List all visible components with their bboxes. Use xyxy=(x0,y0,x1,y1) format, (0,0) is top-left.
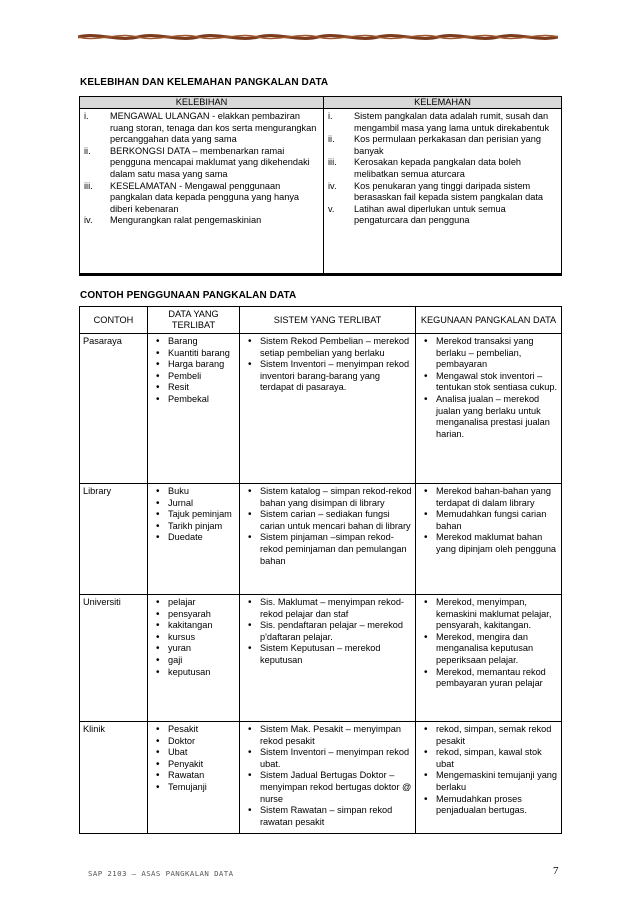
kegunaan-list xyxy=(419,336,559,440)
kelebihan-item-text: MENGAWAL ULANGAN - elakkan pembaziran ruang storan, tenaga dan kos serta mengurangkan percanggahan data yang sama xyxy=(110,111,317,145)
list-item: • Analisa jualan – merekod jualan yang berlaku untuk menganalisa prestasi jualan harian. xyxy=(419,394,559,440)
list-item: • kakitangan xyxy=(151,620,237,632)
kelebihan-item-text: Mengurangkan ralat pengemaskinian xyxy=(110,215,262,226)
list-item: • gaji xyxy=(151,655,237,667)
list-item: • Sistem carian – sediakan fungsi carian untuk mencari bahan di library xyxy=(243,509,413,532)
data-cell xyxy=(148,595,240,722)
kelemahan-item xyxy=(328,134,558,157)
contoh-cell: Klinik xyxy=(80,722,148,834)
kelebihan-item xyxy=(84,146,320,181)
list-item: • Mengawal stok inventori – tentukan stok sentiasa cukup. xyxy=(419,371,559,394)
kelebihan-item-text: BERKONGSI DATA – membenarkan ramai pengguna mencapai maklumat yang dikehendaki dalam satu masa yang sama xyxy=(110,145,310,179)
list-item: • Sistem Inventori – menyimpan rekod ubat. xyxy=(243,747,413,770)
data-cell xyxy=(148,722,240,834)
list-item: • Merekod, memantau rekod pembayaran yuran pelajar xyxy=(419,667,559,690)
kelemahan-item-text: Kerosakan kepada pangkalan data boleh melibatkan semua aturcara xyxy=(354,157,522,179)
sistem-list xyxy=(243,486,413,567)
list-item: • Penyakit xyxy=(151,759,237,771)
list-item: • Sistem Jadual Bertugas Doktor – menyimpan rekod bertugas doktor @ nurse xyxy=(243,770,413,805)
kelebihan-item-number: i. xyxy=(84,111,89,121)
kelebihan-item xyxy=(84,111,320,146)
header-kelebihan: KELEBIHAN xyxy=(80,97,324,109)
list-item: • Merekod maklumat bahan yang dipinjam oleh pengguna xyxy=(419,532,559,555)
header-kegunaan: KEGUNAAN PANGKALAN DATA xyxy=(416,307,562,334)
list-item: • Doktor xyxy=(151,736,237,748)
list-item: • Merekod, mengira dan menganalisa keputusan peperiksaan pelajar. xyxy=(419,632,559,667)
list-item: • Temujanji xyxy=(151,782,237,794)
kelemahan-item-number: iv. xyxy=(328,180,337,191)
list-item: • Sistem Inventori – menyimpan rekod inventori barang-barang yang terdapat di pasaraya. xyxy=(243,359,413,394)
list-item: • Tajuk peminjam xyxy=(151,509,237,521)
kelebihan-kelemahan-table xyxy=(79,96,562,276)
contoh-cell: Universiti xyxy=(80,595,148,722)
list-item: • Memudahkan fungsi carian bahan xyxy=(419,509,559,532)
kegunaan-list xyxy=(419,597,559,690)
kegunaan-cell xyxy=(416,595,562,722)
kelemahan-item xyxy=(328,157,558,180)
footer-course: SAP 2103 – ASAS PANGKALAN DATA xyxy=(88,869,234,878)
data-list xyxy=(151,486,237,544)
kelebihan-item-number: iii. xyxy=(84,180,93,191)
kegunaan-cell xyxy=(416,334,562,484)
list-item: • Merekod bahan-bahan yang terdapat di dalam library xyxy=(419,486,559,509)
kelemahan-item-text: Kos penukaran yang tinggi daripada sistem berasaskan fail kepada sistem pangkalan data xyxy=(354,180,543,203)
data-cell xyxy=(148,334,240,484)
list-item: • Merekod transaksi yang berlaku – pembelian, pembayaran xyxy=(419,336,559,371)
section-title-kelebihan-kelemahan: KELEBIHAN DAN KELEMAHAN PANGKALAN DATA xyxy=(80,77,329,88)
kelemahan-item-text: Sistem pangkalan data adalah rumit, susah dan mengambil masa yang lama untuk direkabentuk xyxy=(354,111,550,133)
list-item: • Kuantiti barang xyxy=(151,348,237,360)
kelemahan-item-text: Latihan awal diperlukan untuk semua pengaturcara dan pengguna xyxy=(354,203,506,226)
list-item: • Barang xyxy=(151,336,237,348)
list-item: • Sistem pinjaman –simpan rekod-rekod peminjaman dan pemulangan bahan xyxy=(243,532,413,567)
list-item: • Duedate xyxy=(151,532,237,544)
kelemahan-cell xyxy=(324,109,562,275)
list-item: • Pesakit xyxy=(151,724,237,736)
kelebihan-item xyxy=(84,215,320,227)
sistem-cell xyxy=(240,722,416,834)
header-contoh: CONTOH xyxy=(80,307,148,334)
kegunaan-cell xyxy=(416,484,562,595)
kelebihan-item-number: iv. xyxy=(84,215,93,226)
sistem-cell xyxy=(240,484,416,595)
kelebihan-item-text: KESELAMATAN - Mengawal penggunaan pangkalan data kepada pengguna yang hanya diberi kebenaran xyxy=(110,180,300,214)
kelemahan-list xyxy=(328,111,558,227)
list-item: • Memudahkan proses penjadualan bertugas. xyxy=(419,794,559,817)
list-item: • kursus xyxy=(151,632,237,644)
list-item: • Rawatan xyxy=(151,770,237,782)
list-item: • rekod, simpan, kawal stok ubat xyxy=(419,747,559,770)
header-data-terlibat: DATA YANG TERLIBAT xyxy=(148,307,240,334)
page-number: 7 xyxy=(553,865,559,877)
contoh-penggunaan-table xyxy=(79,306,562,834)
decorative-border-rule xyxy=(78,30,558,44)
list-item: • Sistem Rekod Pembelian – merekod setiap pembelian yang berlaku xyxy=(243,336,413,359)
list-item: • yuran xyxy=(151,643,237,655)
list-item: • Jurnal xyxy=(151,498,237,510)
list-item: • Sistem Rawatan – simpan rekod rawatan pesakit xyxy=(243,805,413,828)
list-item: • Pembeli xyxy=(151,371,237,383)
data-cell xyxy=(148,484,240,595)
section-title-contoh: CONTOH PENGGUNAAN PANGKALAN DATA xyxy=(80,290,297,301)
kelemahan-item-number: ii. xyxy=(328,134,335,145)
sistem-list xyxy=(243,336,413,394)
table-row xyxy=(80,484,562,595)
data-list xyxy=(151,724,237,794)
kelebihan-cell xyxy=(80,109,324,275)
list-item: • Pembekal xyxy=(151,394,237,406)
kelemahan-item-text: Kos permulaan perkakasan dan perisian yang banyak xyxy=(354,134,541,156)
data-list xyxy=(151,597,237,678)
kelebihan-item-number: ii. xyxy=(84,145,91,156)
kelemahan-item xyxy=(328,204,558,227)
list-item: • Sis. pendaftaran pelajar – merekod p'daftaran pelajar. xyxy=(243,620,413,643)
list-item: • Ubat xyxy=(151,747,237,759)
list-item: • pensyarah xyxy=(151,609,237,621)
kegunaan-list xyxy=(419,486,559,556)
list-item: • Harga barang xyxy=(151,359,237,371)
table-row xyxy=(80,334,562,484)
kelebihan-item xyxy=(84,181,320,216)
sistem-cell xyxy=(240,334,416,484)
list-item: • keputusan xyxy=(151,667,237,679)
list-item: • pelajar xyxy=(151,597,237,609)
kegunaan-cell xyxy=(416,722,562,834)
list-item: • Sistem katalog – simpan rekod-rekod bahan yang disimpan di library xyxy=(243,486,413,509)
kegunaan-list xyxy=(419,724,559,817)
kelemahan-item xyxy=(328,181,558,204)
table-row xyxy=(80,722,562,834)
list-item: • Sistem Keputusan – merekod keputusan xyxy=(243,643,413,666)
contoh-cell: Library xyxy=(80,484,148,595)
list-item: • Resit xyxy=(151,382,237,394)
list-item: • Sistem Mak. Pesakit – menyimpan rekod pesakit xyxy=(243,724,413,747)
table-row xyxy=(80,595,562,722)
list-item: • rekod, simpan, semak rekod pesakit xyxy=(419,724,559,747)
sistem-list xyxy=(243,597,413,667)
sistem-list xyxy=(243,724,413,828)
list-item: • Buku xyxy=(151,486,237,498)
header-kelemahan: KELEMAHAN xyxy=(324,97,562,109)
kelemahan-item-number: iii. xyxy=(328,157,337,168)
data-list xyxy=(151,336,237,406)
list-item: • Merekod, menyimpan, kemaskini maklumat pelajar, pensyarah, kakitangan. xyxy=(419,597,559,632)
kelemahan-item-number: v. xyxy=(328,203,335,214)
list-item: • Tarikh pinjam xyxy=(151,521,237,533)
header-sistem-terlibat: SISTEM YANG TERLIBAT xyxy=(240,307,416,334)
list-item: • Mengemaskini temujanji yang berlaku xyxy=(419,770,559,793)
kelemahan-item xyxy=(328,111,558,134)
contoh-cell: Pasaraya xyxy=(80,334,148,484)
kelemahan-item-number: i. xyxy=(328,111,333,121)
list-item: • Sis. Maklumat – menyimpan rekod-rekod pelajar dan staf xyxy=(243,597,413,620)
sistem-cell xyxy=(240,595,416,722)
kelebihan-list xyxy=(84,111,320,227)
